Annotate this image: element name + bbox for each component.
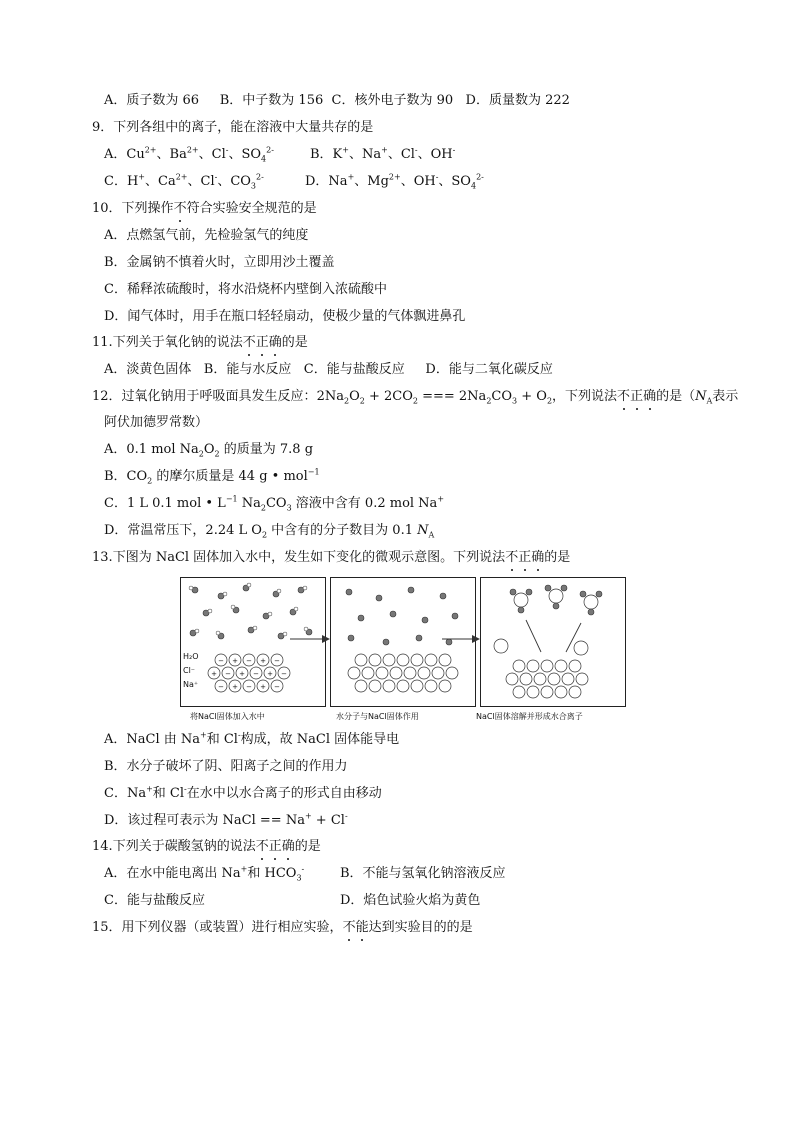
svg-text:+: + [211, 670, 217, 678]
svg-text:−: − [281, 670, 287, 678]
svg-text:−: − [253, 670, 259, 678]
q8-option-c: C．核外电子数为 90 [331, 93, 454, 108]
molecule-diagram-3 [481, 578, 624, 705]
svg-text:+: + [239, 670, 245, 678]
figure-caption-2: 水分子与NaCl固体作用 [336, 712, 419, 721]
q12-equation: $2Na_2O_2 + 2CO_2$ === $2Na_2CO_3 + O_2$ [316, 389, 553, 406]
q10-option-b: B．金属钠不慎着火时，立即用沙土覆盖 [104, 255, 335, 270]
q12-option-a: A．0.1 mol $Na_2O_2$ 的质量为 7.8 g [104, 442, 314, 459]
figure-panel-3 [480, 577, 626, 707]
label-cl: Cl⁻ [183, 666, 196, 675]
q8-option-a: A．质子数为 66 [104, 93, 200, 108]
svg-text:−: − [246, 657, 252, 665]
q9-option-a: A．$Cu^{2+}$、$Ba^{2+}$、Cl-、$SO_4^{2-}$ [104, 145, 274, 164]
label-na: Na⁺ [183, 680, 199, 689]
q14-option-a: A．在水中能电离出 Na+和 $HCO_3^-$ [104, 864, 305, 883]
figure-caption-1: 将NaCl固体加入水中 [190, 712, 265, 721]
q12-stem-line2: 阿伏加德罗常数） [104, 415, 209, 430]
q9-option-b: B．K+、Na+、Cl-、OH- [310, 145, 456, 162]
q11-option-c: C．能与盐酸反应 [303, 362, 405, 377]
svg-text:−: − [246, 683, 252, 691]
q9-option-d: D．Na+、$Mg^{2+}$、OH-、$SO_4^{2-}$ [305, 172, 484, 191]
svg-text:+: + [232, 657, 238, 665]
q14-stem: 14.下列关于碳酸氢钠的说法不正确的是 [92, 839, 321, 854]
q11-option-b: B．能与水反应 [203, 362, 292, 377]
q14-option-b: B．不能与氢氧化钠溶液反应 [340, 866, 506, 881]
q12-option-c: C．1 L 0.1 mol • $L^{-1}$ $Na_2CO_3$ 溶液中含有 0.2 mol Na+ [104, 494, 445, 513]
q12-option-b: B．$CO_2$ 的摩尔质量是 44 g • mol$^{-1}$ [104, 467, 320, 486]
svg-text:−: − [274, 683, 280, 691]
q9-stem: 9．下列各组中的离子，能在溶液中大量共存的是 [92, 120, 374, 135]
label-h2o: H₂O [183, 652, 199, 661]
q12-option-d: D．常温常压下，2.24 L $O_2$ 中含有的分子数目为 0.1 $N_A$ [104, 523, 435, 540]
q9-option-c: C．H+、$Ca^{2+}$、Cl-、$CO_3^{2-}$ [104, 172, 264, 191]
q8-option-d: D．质量数为 222 [465, 93, 570, 108]
svg-text:+: + [267, 670, 273, 678]
svg-text:−: − [274, 657, 280, 665]
q14-option-d: D．焰色试验火焰为黄色 [340, 893, 481, 908]
svg-text:−: − [218, 683, 224, 691]
q13-option-d: D．该过程可表示为 NaCl == Na+ + Cl- [104, 811, 348, 828]
q8-options [104, 92, 570, 110]
q10-option-c: C．稀释浓硫酸时，将水沿烧杯内壁倒入浓硫酸中 [104, 282, 387, 297]
q10-stem: 10．下列操作不符合实验安全规范的是 [92, 201, 317, 216]
svg-text:−: − [218, 657, 224, 665]
q8-option-b: B．中子数为 156 [219, 93, 324, 108]
q13-option-b: B．水分子破坏了阴、阳离子之间的作用力 [104, 759, 348, 774]
q10-option-d: D．闻气体时，用手在瓶口轻轻扇动，使极少量的气体飘进鼻孔 [104, 309, 466, 324]
q11-options [104, 361, 553, 379]
q12-stem: 12．过氧化钠用于呼吸面具发生反应：$2Na_2O_2 + 2CO_2$ === $2Na_2CO_3 + O_2$，下列说法不正确的是（$N_A$表示 [92, 389, 739, 406]
q13-option-a: A．NaCl 由 Na+和 Cl-构成，故 NaCl 固体能导电 [104, 730, 400, 747]
q14-option-c: C．能与盐酸反应 [104, 893, 205, 908]
figure-caption-3: NaCl固体溶解并形成水合离子 [476, 712, 583, 721]
q15-stem: 15．用下列仪器（或装置）进行相应实验，不能达到实验目的的是 [92, 920, 473, 935]
arrow-icon [442, 634, 480, 644]
q11-stem: 11.下列关于氧化钠的说法不正确的是 [92, 335, 308, 350]
q13-option-c: C．Na+和 Cl-在水中以水合离子的形式自由移动 [104, 784, 382, 801]
svg-text:+: + [260, 683, 266, 691]
q11-option-d: D．能与二氧化碳反应 [425, 362, 553, 377]
arrow-icon [290, 634, 330, 644]
svg-text:+: + [232, 683, 238, 691]
q11-option-a: A．淡黄色固体 [104, 362, 192, 377]
q10-option-a: A．点燃氢气前，先检验氢气的纯度 [104, 228, 309, 243]
svg-text:−: − [225, 670, 231, 678]
q13-stem: 13.下图为 NaCl 固体加入水中，发生如下变化的微观示意图。下列说法不正确的是 [92, 550, 571, 565]
svg-text:+: + [260, 657, 266, 665]
